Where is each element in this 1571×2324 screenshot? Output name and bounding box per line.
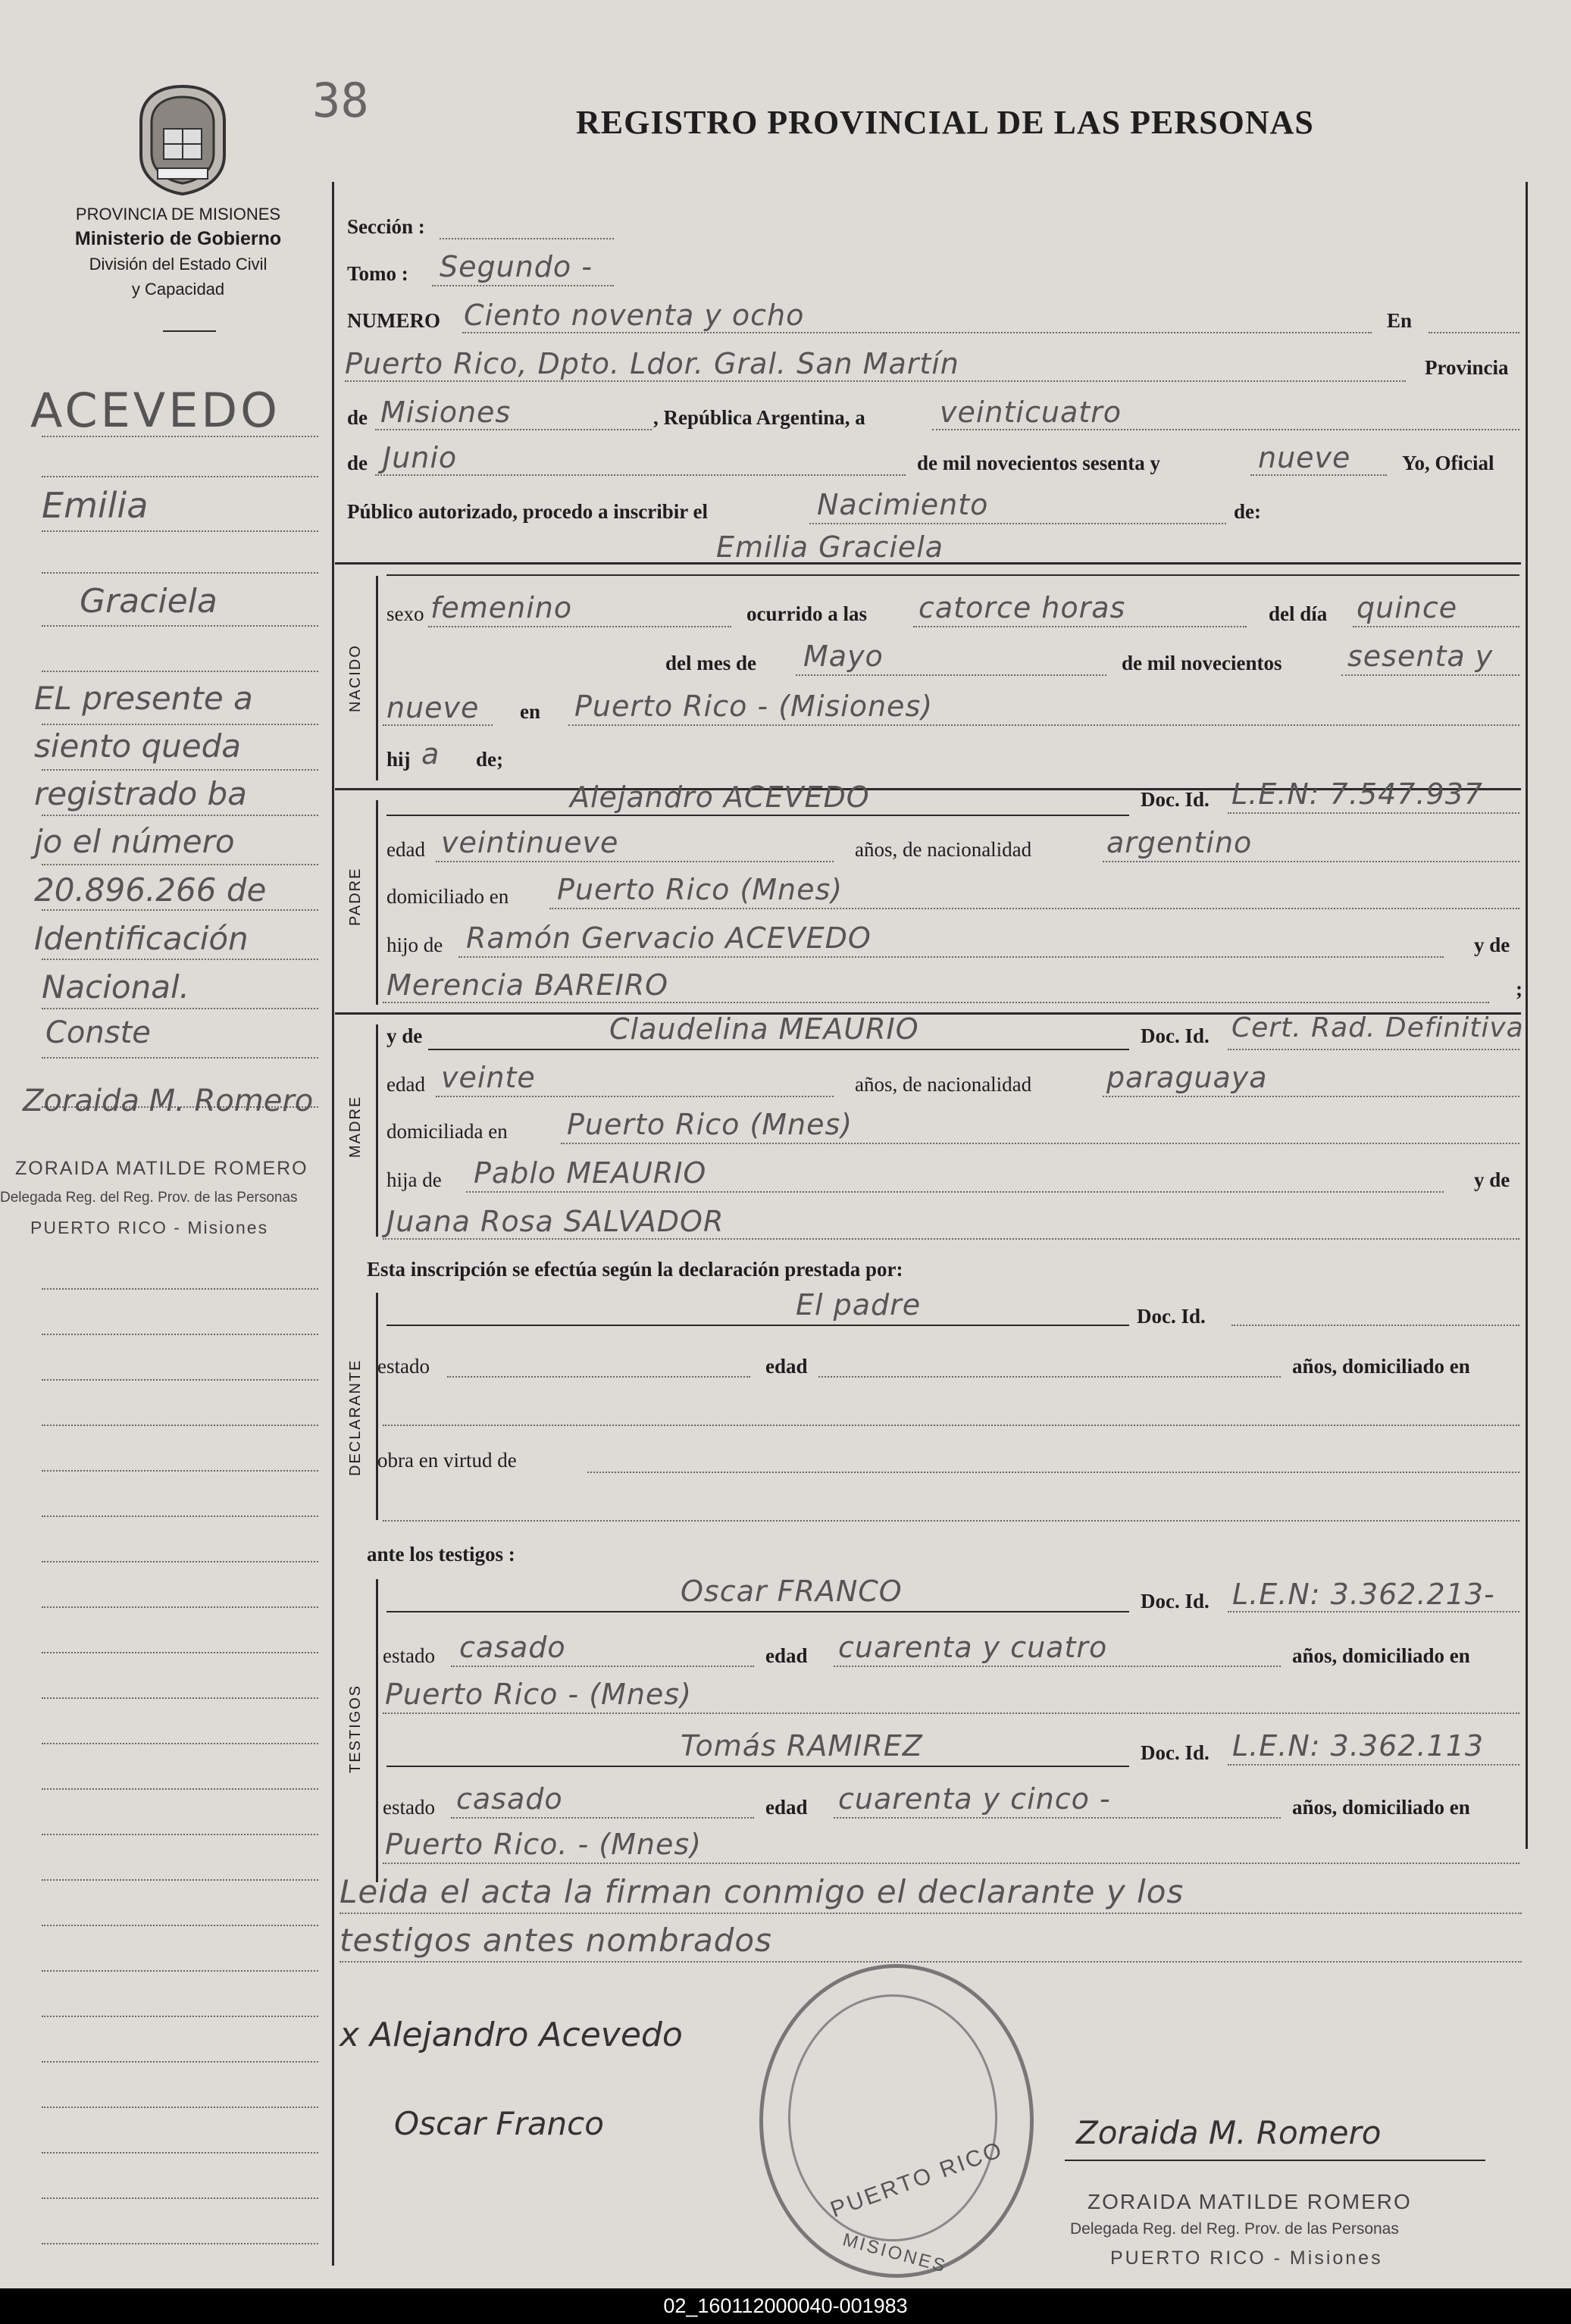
margin-surname: ACEVEDO [30, 383, 280, 438]
madre-padre-value: Pablo MEAURIO [474, 1156, 707, 1190]
t1-nombre: Oscar FRANCO [681, 1575, 903, 1608]
hij-de-label: de; [476, 748, 503, 771]
bottom-stamp-line3: PUERTO RICO - Misiones [1110, 2247, 1383, 2269]
anio-nac-value: sesenta y [1347, 640, 1494, 673]
t1-dom-line [383, 1713, 1519, 1714]
padre-edad-label: edad [386, 838, 425, 861]
padre-section-label: PADRE [347, 867, 364, 926]
t2-doc-value: L.E.N: 3.362.113 [1232, 1729, 1485, 1763]
margin-note-line2: siento queda [34, 727, 242, 765]
de-label: de [347, 406, 368, 429]
tomo-line [432, 285, 614, 286]
anio-nac-value-2: nueve [386, 691, 480, 724]
nacido-section-label: NACIDO [347, 644, 364, 712]
padre-nombre: Alejandro ACEVEDO [570, 780, 870, 814]
madre-yde2-label: y de [1474, 1168, 1510, 1191]
padre-padre-line [458, 956, 1444, 958]
padre-yde-label: y de [1474, 934, 1510, 956]
t2-edad-line [834, 1817, 1281, 1819]
padre-dom-label: domiciliado en [386, 885, 509, 908]
deldia-label: del día [1269, 602, 1328, 625]
en-line [1429, 332, 1519, 333]
signature-padre: x Alejandro Acevedo [340, 2016, 683, 2054]
seal-text-2: MISIONES [840, 2229, 950, 2277]
padre-name-line [386, 815, 1129, 816]
sexo-line [428, 626, 731, 627]
bottom-stamp-line1: ZORAIDA MATILDE ROMERO [1087, 2190, 1412, 2213]
mes-value: Junio [383, 441, 458, 474]
madre-edad-label: edad [386, 1073, 425, 1096]
acto-value: Nacimiento [817, 488, 989, 521]
de2-label: de: [1234, 500, 1261, 523]
madre-madre-line [383, 1238, 1519, 1240]
hij-value: a [421, 737, 440, 771]
madre-section-label: MADRE [347, 1095, 364, 1158]
lugar-nac-line [568, 724, 1519, 726]
madre-nac-value: paraguaya [1106, 1061, 1268, 1094]
dia-line [932, 429, 1519, 430]
anio-value: nueve [1258, 441, 1351, 474]
margin-stamp-line3: PUERTO RICO - Misiones [30, 1218, 269, 1237]
madre-nac-line [1103, 1096, 1519, 1097]
t1-doc-label: Doc. Id. [1141, 1590, 1210, 1612]
signature-oficial: Zoraida M. Romero [1076, 2114, 1382, 2151]
republica-label: , República Argentina, a [653, 406, 865, 429]
hij-label: hij [386, 748, 411, 771]
signature-testigo: Oscar Franco [394, 2105, 604, 2142]
declarante-anos-label: años, domiciliado en [1292, 1355, 1470, 1378]
madre-doc-label: Doc. Id. [1141, 1024, 1210, 1047]
t2-estado-line [451, 1817, 754, 1819]
padre-dom-value: Puerto Rico (Mnes) [557, 873, 843, 906]
header-rule [163, 330, 216, 332]
t1-doc-value: L.E.N: 3.362.213- [1232, 1578, 1495, 1611]
madre-nombre: Claudelina MEAURIO [609, 1012, 919, 1046]
left-margin-border [332, 182, 334, 2266]
lugar-value: Puerto Rico, Dpto. Ldor. Gral. San Martín [345, 347, 959, 380]
t1-anos-label: años, domiciliado en [1292, 1644, 1470, 1667]
page-number: 38 [312, 73, 369, 128]
left-header-line4: y Capacidad [131, 280, 225, 299]
margin-note-line8: Conste [45, 1015, 151, 1050]
t1-estado-label: estado [383, 1644, 435, 1667]
padre-edad-line [436, 861, 834, 862]
margin-name2: Graciela [80, 582, 217, 621]
tomo-value: Segundo - [440, 250, 593, 283]
declarante-extra-line [383, 1520, 1519, 1522]
dia-nac-line [1353, 626, 1519, 627]
margin-note-line7: Nacional. [42, 968, 189, 1006]
declarante-name-line [386, 1325, 1129, 1326]
madre-yde-label: y de [386, 1024, 423, 1047]
padre-dom-line [549, 908, 1519, 909]
margin-signature: Zoraida M. Romero [23, 1084, 314, 1118]
anio-line [1250, 474, 1387, 476]
testigos-label: ante los testigos : [367, 1543, 515, 1565]
nacido-section-bar [376, 576, 378, 780]
madre-hija-label: hija de [386, 1168, 442, 1191]
yo-label: Yo, Oficial [1402, 452, 1494, 474]
t2-anos-label: años, domiciliado en [1292, 1796, 1470, 1819]
declarante-obra-label: obra en virtud de [377, 1449, 517, 1472]
padre-doc-line [1228, 812, 1519, 814]
image-id-footer: 02_160112000040-001983 [0, 2288, 1571, 2324]
margin-stamp-line1: ZORAIDA MATILDE ROMERO [15, 1158, 308, 1179]
dia-value: veinticuatro [940, 396, 1122, 429]
official-seal-inner [788, 1994, 997, 2241]
declarante-estado-line [447, 1376, 750, 1378]
cierre-line2: testigos antes nombrados [340, 1922, 772, 1959]
t1-doc-line [1228, 1611, 1519, 1612]
coat-of-arms-icon [135, 83, 230, 195]
margin-stamp-line2: Delegada Reg. del Reg. Prov. de las Personas [0, 1190, 298, 1206]
signature-oficial-line [1065, 2160, 1485, 2161]
provincia-value: Misiones [380, 396, 512, 429]
madre-section-bar [376, 1024, 378, 1237]
mes-line [375, 474, 906, 476]
dia-nac-value: quince [1357, 591, 1458, 624]
numero-line [462, 332, 1372, 333]
padre-section-bar [376, 800, 378, 1005]
anio-nac-line [1341, 674, 1519, 676]
madre-doc-value: Cert. Rad. Definitiva [1231, 1012, 1524, 1043]
t2-edad-label: edad [765, 1796, 808, 1819]
declaracion-label: Esta inscripción se efectúa según la declaración prestada por: [367, 1258, 903, 1281]
t1-edad-line [834, 1666, 1281, 1667]
left-header-line1: PROVINCIA DE MISIONES [75, 205, 281, 224]
margin-note-line3: registrado ba [34, 775, 247, 812]
publico-label: Público autorizado, procedo a inscribir el [347, 500, 708, 523]
padre-semicolon: ; [1516, 977, 1522, 1000]
t1-dom-value: Puerto Rico - (Mnes) [385, 1678, 692, 1711]
provincia-line [375, 429, 652, 430]
horas-line [913, 626, 1247, 627]
padre-nac-line [1103, 861, 1519, 862]
margin-name1: Emilia [42, 485, 149, 526]
t1-edad-label: edad [765, 1644, 808, 1667]
madre-madre-value: Juana Rosa SALVADOR [386, 1205, 724, 1238]
padre-doc-label: Doc. Id. [1141, 788, 1210, 811]
declarante-doc-line [1231, 1325, 1519, 1326]
madre-dom-value: Puerto Rico (Mnes) [567, 1108, 853, 1141]
cierre-line1-rule [340, 1913, 1522, 1914]
declarante-edad-line [818, 1376, 1281, 1378]
madre-edad-line [436, 1096, 834, 1097]
right-border [1526, 182, 1528, 1849]
tomo-label: Tomo : [347, 262, 408, 285]
declarante-nombre: El padre [796, 1288, 922, 1322]
declarante-doc-label: Doc. Id. [1137, 1305, 1206, 1328]
madre-dom-line [561, 1143, 1519, 1144]
seccion-label: Sección : [347, 215, 425, 238]
t2-estado-label: estado [383, 1796, 435, 1819]
madre-dom-label: domiciliada en [386, 1120, 508, 1143]
left-header-line2: Ministerio de Gobierno [74, 228, 282, 249]
t1-estado-value: casado [459, 1631, 566, 1664]
padre-doc-value: L.E.N: 7.547.937 [1231, 777, 1484, 811]
testigos-section-label: TESTIGOS [347, 1684, 364, 1773]
document-title: REGISTRO PROVINCIAL DE LAS PERSONAS [576, 104, 1314, 141]
margin-note-line1: EL presente a [34, 680, 253, 717]
t1-edad-value: cuarenta y cuatro [838, 1631, 1108, 1664]
t2-edad-value: cuarenta y cinco - [838, 1782, 1111, 1816]
declarante-estado-label: estado [377, 1355, 430, 1378]
mil-label: de mil novecientos sesenta y [917, 452, 1160, 474]
seal-text-1: PUERTO RICO [827, 2136, 1007, 2223]
bottom-stamp-line2: Delegada Reg. del Reg. Prov. de las Personas [1070, 2220, 1399, 2238]
numero-value: Ciento noventa y ocho [464, 299, 805, 332]
provincia-label: Provincia [1425, 356, 1509, 379]
margin-note-line6: Identificación [34, 920, 249, 957]
margin-note-line5: 20.896.266 de [34, 871, 267, 909]
padre-hijo-label: hijo de [386, 934, 443, 956]
t2-estado-value: casado [456, 1782, 563, 1816]
t2-dom-value: Puerto Rico. - (Mnes) [385, 1828, 702, 1861]
padre-nac-label: años, de nacionalidad [855, 838, 1032, 861]
testigos-section-bar [376, 1579, 378, 1882]
mes-nac-line [796, 674, 1106, 676]
lugar-nac-value: Puerto Rico - (Misiones) [574, 690, 934, 723]
t2-doc-label: Doc. Id. [1141, 1741, 1210, 1764]
ocurrido-label: ocurrido a las [746, 602, 867, 625]
t1-name-line [386, 1611, 1129, 1612]
padre-madre-line [383, 1002, 1489, 1003]
madre-edad-value: veinte [441, 1061, 536, 1094]
declarante-section-bar [376, 1293, 378, 1520]
madre-nac-label: años, de nacionalidad [855, 1073, 1032, 1096]
nacido-nombre: Emilia Graciela [716, 530, 944, 564]
mes-nac-value: Mayo [803, 640, 884, 673]
declarante-obra-line [587, 1472, 1519, 1473]
anio2-line [383, 724, 493, 726]
declarante-dom-line [383, 1425, 1519, 1426]
horas-value: catorce horas [919, 591, 1126, 624]
t2-nombre: Tomás RAMIREZ [681, 1729, 923, 1763]
t2-dom-line [383, 1863, 1519, 1864]
declarante-edad-label: edad [765, 1355, 808, 1378]
en-nac-label: en [520, 700, 540, 723]
declarante-section-label: DECLARANTE [347, 1359, 364, 1476]
nacido-name-line [386, 574, 1519, 576]
mesnac-label: del mes de [665, 652, 756, 674]
de-label-2: de [347, 452, 368, 474]
t2-doc-line [1228, 1764, 1519, 1766]
madre-doc-line [1228, 1049, 1519, 1050]
t1-estado-line [451, 1666, 754, 1667]
acto-line [809, 523, 1226, 524]
t2-name-line [386, 1766, 1129, 1767]
seccion-line [440, 238, 614, 239]
sexo-label: sexo [386, 602, 424, 625]
madre-name-line [428, 1049, 1129, 1050]
margin-note-line4: jo el número [34, 823, 235, 860]
sexo-value: femenino [430, 591, 573, 624]
numero-label: NUMERO [347, 309, 440, 332]
en-label: En [1387, 309, 1413, 332]
madre-padre-line [466, 1191, 1444, 1193]
cierre-line2-rule [340, 1961, 1522, 1963]
milnac-label: de mil novecientos [1122, 652, 1282, 674]
lugar-line [345, 380, 1406, 382]
padre-padre-value: Ramón Gervacio ACEVEDO [466, 921, 872, 955]
cierre-line1: Leida el acta la firman conmigo el declarante y los [340, 1873, 1185, 1910]
left-header-line3: División del Estado Civil [89, 255, 268, 274]
padre-edad-value: veintinueve [441, 826, 619, 859]
padre-nac-value: argentino [1106, 826, 1253, 859]
padre-madre-value: Merencia BAREIRO [386, 968, 669, 1002]
